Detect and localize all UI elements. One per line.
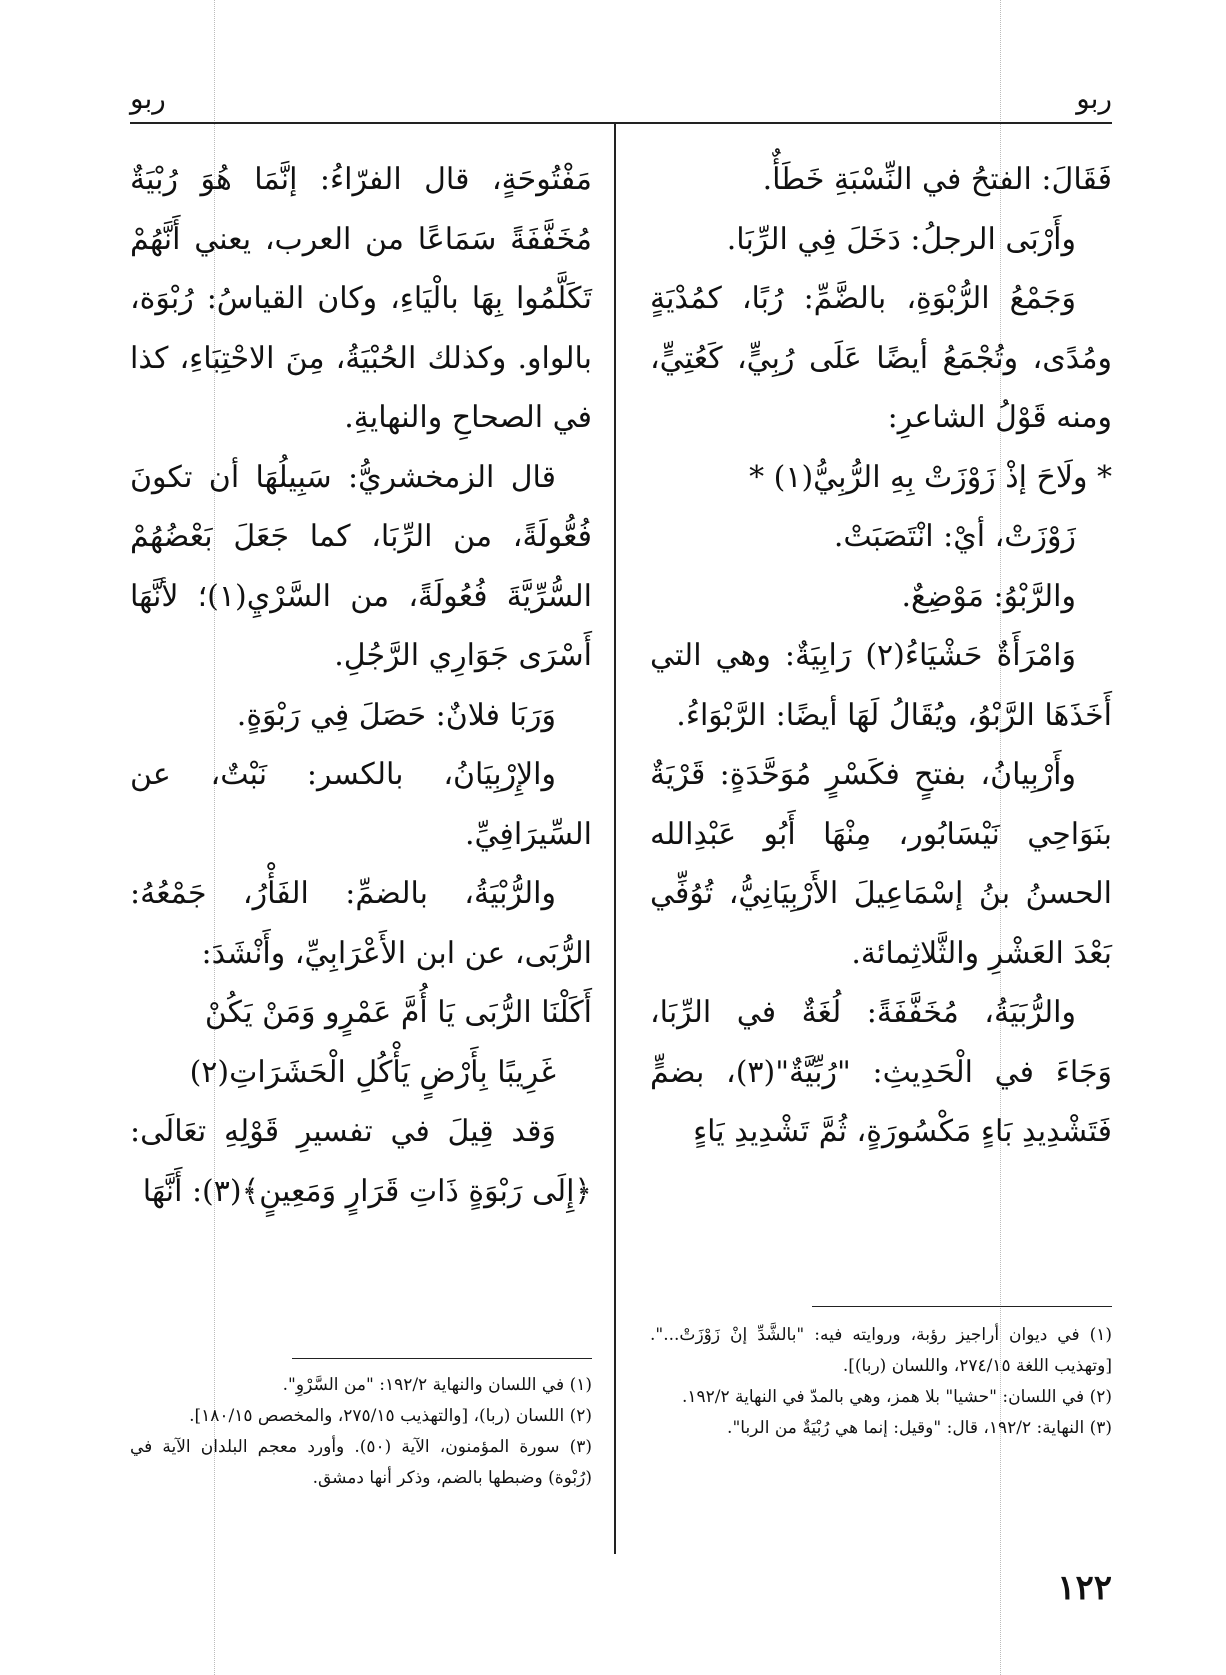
paragraph: وَقد قِيلَ في تفسيرِ قَوْلِهِ تعَالَى: ﴿إِلَى رَبْوَةٍ ذَاتِ قَرَارٍ وَمَعِينٍ﴾(٣): أَنَّهَا	[130, 1114, 592, 1209]
running-header	[130, 82, 1112, 122]
header-rule	[130, 122, 1112, 124]
header-word-left: ربو	[130, 82, 166, 115]
column-divider	[614, 124, 616, 1554]
right-column	[650, 150, 1112, 1162]
footnote: (٢) في اللسان: "حشيا" بلا همز، وهي بالمدّ في النهاية ١٩٢/٢.	[681, 1387, 1112, 1407]
paragraph: والرُّبَيَةُ، مُخَفَّفَةً: لُغَةٌ في الرِّبَا، وَجَاءَ في الْحَدِيثِ: "رُبِّيَّةٌ"(٣)، بضمٍّ فَتَشْدِيدِ بَاءٍ مَكْسُورَةٍ، ثُمَّ تَشْدِيدِ يَاءٍ	[650, 995, 1112, 1149]
footnote: (٣) سورة المؤمنون، الآية (٥٠). وأورد معجم البلدان الآية في (رُبْوة) وضبطها بالضم، وذكر أنها دمشق.	[130, 1437, 592, 1488]
paragraph: قال الزمخشريُّ: سَبِيلُهَا أن تكونَ فُعُّولَةً، من الرِّبَا، كما جَعَلَ بَعْضُهُمْ السُّرِّيَّةَ فُعُولَةً، من السَّرْيِ(١)؛ لأنَّهَا أَسْرَى جَوَارِي الرَّجُلِ.	[130, 459, 592, 673]
footnote: (٣) النهاية: ١٩٢/٢، قال: "وقيل: إنما هي رُبْيَةٌ من الربا".	[727, 1418, 1112, 1438]
verse-line: * ولَاحَ إذْ زَوْزَتْ بِهِ الرُّبِيُّ(١) *	[749, 459, 1112, 495]
paragraph: زَوْزَتْ، أيْ: انْتَصَبَتْ.	[833, 519, 1076, 554]
footnote-rule	[292, 1358, 592, 1359]
paragraph: والرُّبْيَةُ، بالضمِّ: الفَأْرُ، جَمْعُهُ: الرُّبَى، عن ابن الأَعْرَابِيِّ، وأَنْشَدَ:	[130, 876, 592, 971]
footnote: (١) في ديوان أراجيز رؤبة، وروايته فيه: "بالشَّدِّ إنْ زَوْزَتْ...". [وتهذيب اللغة ٢٧٤/١٥، واللسان (ربا)].	[650, 1325, 1112, 1376]
footnote: (٢) اللسان (ربا)، [والتهذيب ٢٧٥/١٥، والمخصص ١٨٠/١٥].	[189, 1406, 592, 1426]
verse-line: غَرِيبًا بِأَرْضٍ يَأْكُلِ الْحَشَرَاتِ(٢)	[189, 1054, 556, 1090]
left-column	[130, 150, 592, 1221]
footnote-rule	[812, 1306, 1112, 1307]
paragraph: وأَرْبِيانُ، بفتحٍ فكَسْرٍ مُوَحَّدَةٍ: قَرْيَةٌ بنَوَاحِي نَيْسَابُور، مِنْهَا أَبُو عَبْدِالله الحسنُ بنُ إسْمَاعِيلَ الأَرْبِيَانِيُّ، تُوُفِّي بَعْدَ العَشْرِ والثَّلاثِمائة.	[650, 757, 1112, 971]
paragraph: وَرَبَا فلانٌ: حَصَلَ فِي رَبْوَةٍ.	[236, 697, 556, 733]
footnote: (١) في اللسان والنهاية ١٩٢/٢: "من السَّرْوِ".	[282, 1375, 592, 1395]
paragraph: وَامْرَأَةٌ حَشْيَاءُ(٢) رَابِيَةٌ: وهي التي أَخَذَهَا الرَّبْوُ، ويُقَالُ لَهَا أيضًا: الرَّبْوَاءُ.	[650, 638, 1112, 733]
page-number: ١٢٢	[1057, 1568, 1112, 1608]
paragraph: فَقَالَ: الفتحُ في النِّسْبَةِ خَطَأٌ.	[762, 162, 1112, 197]
left-footnotes	[130, 1370, 592, 1494]
paragraph: وَجَمْعُ الرُّبْوَةِ، بالضَّمِّ: رُبًا، كمُدْيَةٍ ومُدًى، وتُجْمَعُ أيضًا عَلَى رُبِيٍّ، كَعُتِيٍّ، ومنه قَوْلُ الشاعرِ:	[650, 281, 1112, 435]
right-footnotes	[650, 1320, 1112, 1444]
verse-line: أَكَلْنَا الرُّبَى يَا أُمَّ عَمْرٍو وَمَنْ يَكُنْ	[204, 995, 592, 1030]
paragraph: وأَرْبَى الرجلُ: دَخَلَ فِي الرِّبَا.	[726, 221, 1076, 257]
paragraph: مَفْتُوحَةٍ، قال الفرّاءُ: إنَّمَا هُوَ رُبْيَةٌ مُخَفَّفَةً سَمَاعًا من العرب، يعني أَنَّهُمْ تَكَلَّمُوا بِهَا بالْيَاءِ، وكان القياسُ: رُبْوَة، بالواو. وكذلك الحُبْيَةُ، مِنَ الاحْتِبَاءِ، كذا في الصحاحِ والنهايةِ.	[130, 162, 592, 435]
paragraph: والإِرْبِيَانُ، بالكسر: نَبْتٌ، عن السِّيرَافِيِّ.	[130, 757, 592, 852]
header-word-right: ربو	[1076, 82, 1112, 115]
paragraph: والرَّبْوُ: مَوْضِعٌ.	[901, 578, 1076, 614]
